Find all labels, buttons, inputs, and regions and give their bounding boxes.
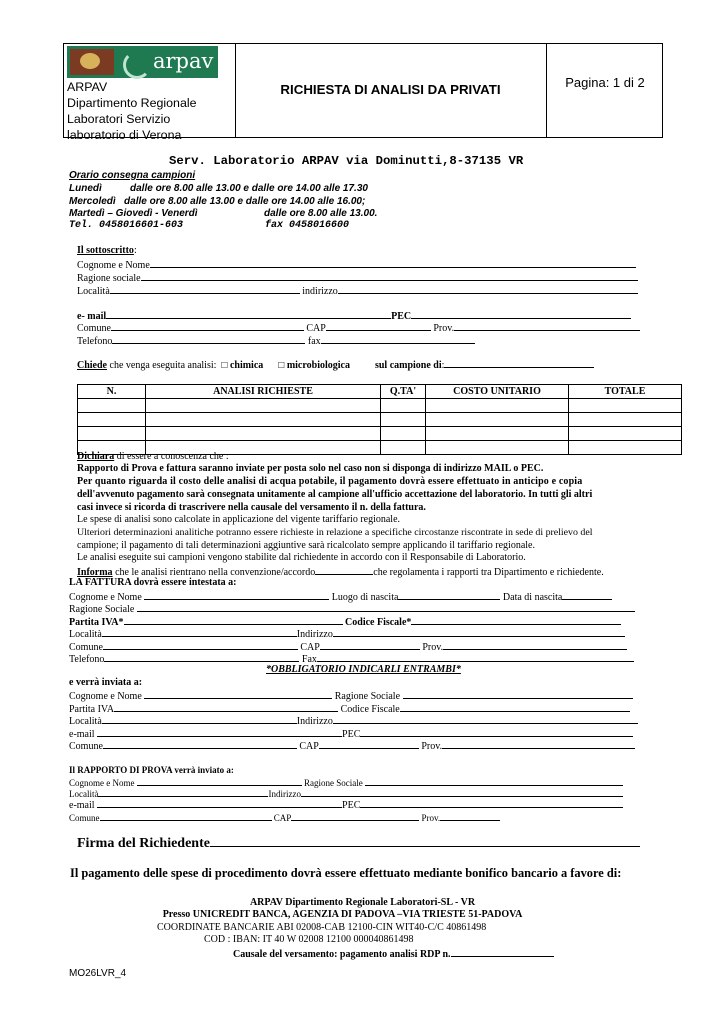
page-number: Pagina: 1 di 2 — [565, 75, 645, 90]
wave-icon — [123, 51, 151, 79]
causale-field[interactable]: Causale del versamento: pagamento analisi RDP n. — [233, 947, 554, 960]
dichiara-line: dell'avvenuto pagamento sarà consegnata unitamente al campione all'ufficio accettazione del laboratorio. In tutti gli altri — [77, 489, 593, 500]
lab-contacts: Tel. 0458016601-603 fax 0458016600 — [69, 220, 350, 231]
hours-row: Martedì – Giovedì - Venerdì dalle ore 8.00 alle 13.00. — [69, 208, 378, 219]
col-qta: Q.TA' — [381, 385, 426, 399]
table-header-row — [78, 385, 682, 399]
invio-heading: e verrà inviata a: — [69, 677, 143, 688]
rapporto-email-field[interactable]: e-mail PEC — [69, 798, 623, 811]
fattura-comune-field[interactable]: Comune CAP Prov. — [69, 640, 627, 653]
note-line: Le spese di analisi sono calcolate in applicazione del vigente tariffario regionale. — [77, 514, 401, 525]
ragione-field[interactable]: Ragione sociale — [77, 271, 638, 284]
hours-row: Lunedì dalle ore 8.00 alle 13.00 e dalle ore 14.00 alle 17.30 — [69, 183, 368, 194]
invio-localita-field[interactable]: Località Indirizzo — [69, 714, 638, 727]
chimica-checkbox[interactable]: □ — [221, 360, 228, 371]
org-name: ARPAV Dipartimento Regionale Laboratori Servizio laboratorio di Verona — [67, 80, 197, 142]
col-totale: TOTALE — [569, 385, 682, 399]
bank-line: COORDINATE BANCARIE ABI 02008-CAB 12100-CIN WIT40-C/C 40861498 — [157, 922, 487, 933]
comune-field[interactable]: Comune CAP Prov. — [77, 321, 640, 334]
localita-field[interactable]: Località indirizzo — [77, 284, 638, 297]
fattura-telefono-field[interactable]: Telefono Fax — [69, 652, 634, 665]
informa-row: Informa che le analisi rientrano nella convenzione/accordo che regolamenta i rapporti tra Dipartimento e richiedente. — [77, 567, 604, 578]
obbligatorio-note: *OBBLIGATORIO INDICARLI ENTRAMBI* — [266, 664, 461, 675]
pagamento-text: Il pagamento delle spese di procedimento dovrà essere effettuato mediante bonifico bancario a favore di: — [70, 866, 622, 880]
dichiara-line: Per quanto riguarda il costo delle analisi di acqua potabile, il pagamento dovrà essere effettuato in anticipo e copia — [77, 476, 583, 487]
col-analisi: ANALISI RICHIESTE — [146, 385, 381, 399]
fattura-heading: LA FATTURA dovrà essere intestata a: — [69, 577, 237, 588]
invio-piva-field[interactable]: Partita IVA Codice Fiscale — [69, 702, 630, 715]
fattura-ragione-field[interactable]: Ragione Sociale — [69, 602, 635, 615]
hours-row: Mercoledì dalle ore 8.00 alle 13.00 e dalle ore 14.00 alle 16.00; — [69, 196, 366, 207]
cognome-field[interactable]: Cognome e Nome — [77, 258, 636, 271]
dichiara-row: Dichiara di essere a conoscenza che : — [77, 451, 229, 462]
dichiara-line: Rapporto di Prova e fattura saranno inviate per posta solo nel caso non si disponga di indirizzo MAIL o PEC. — [77, 463, 544, 474]
header-page-cell — [546, 44, 663, 137]
document-header — [63, 43, 663, 142]
invio-comune-field[interactable]: Comune CAP Prov. — [69, 739, 635, 752]
bank-line: ARPAV Dipartimento Regionale Laboratori-SL - VR — [249, 897, 476, 908]
invio-cognome-field[interactable]: Cognome e Nome Ragione Sociale — [69, 689, 633, 702]
fattura-localita-field[interactable]: Località Indirizzo — [69, 627, 625, 640]
fattura-piva-field[interactable]: Partita IVA* Codice Fiscale* — [69, 615, 621, 628]
table-row[interactable] — [78, 427, 682, 441]
note-line: campione; il pagamento di tali determinazioni aggiuntive sarà ricalcolato sempre applicando il tariffario regionale. — [77, 540, 535, 551]
lion-emblem-icon — [70, 49, 114, 75]
fattura-cognome-field[interactable]: Cognome e Nome Luogo di nascita Data di nascita — [69, 590, 612, 603]
dichiara-line: casi invece si ricorda di trascrivere nella causale del versamento il n. della fattura. — [77, 502, 426, 513]
header-org-cell — [64, 44, 236, 142]
note-line: Le analisi eseguite sui campioni vengono stabilite dal richiedente in accordo con il Responsabile di Laboratorio. — [77, 552, 526, 563]
bank-line: COD : IBAN: IT 40 W 02008 12100 000040861498 — [204, 934, 414, 945]
col-n: N. — [78, 385, 146, 399]
rapporto-localita-field[interactable]: Località Indirizzo — [69, 787, 623, 799]
rapporto-cognome-field[interactable]: Cognome e Nome Ragione Sociale — [69, 776, 623, 788]
arpav-logo — [67, 46, 218, 78]
sottoscritto-heading: Il sottoscritto: — [77, 245, 137, 256]
microbiologica-checkbox[interactable]: □ — [278, 360, 285, 371]
page-title: RICHIESTA DI ANALISI DA PRIVATI — [280, 82, 501, 97]
email-field[interactable]: e- mail PEC — [77, 309, 631, 322]
table-row[interactable] — [78, 413, 682, 427]
firma-field[interactable]: Firma del Richiedente — [77, 834, 640, 852]
note-line: Ulteriori determinazioni analitiche potranno essere richieste in relazione a specifiche circostanze riscontrate in sede di prelievo del — [77, 527, 593, 538]
invio-email-field[interactable]: e-mail PEC — [69, 727, 633, 740]
rapporto-heading: Il RAPPORTO DI PROVA verrà inviato a: — [69, 765, 234, 775]
logo-text: arpav — [153, 49, 214, 73]
chiede-row: Chiede che venga eseguita analisi: □ chimica □ microbiologica sul campione di: — [77, 358, 594, 371]
campione-field[interactable] — [444, 358, 594, 368]
telefono-field[interactable]: Telefono fax — [77, 334, 475, 347]
form-code: MO26LVR_4 — [69, 968, 127, 979]
analysis-table — [77, 384, 682, 455]
col-costo: COSTO UNITARIO — [426, 385, 569, 399]
bank-line: Presso UNICREDIT BANCA, AGENZIA DI PADOVA –VIA TRIESTE 51-PADOVA — [162, 909, 523, 920]
convenzione-field[interactable] — [315, 565, 373, 575]
lab-address: Serv. Laboratorio ARPAV via Dominutti,8-37135 VR — [169, 154, 524, 168]
table-row[interactable] — [78, 399, 682, 413]
rapporto-comune-field[interactable]: Comune CAP Prov. — [69, 811, 500, 823]
hours-title: Orario consegna campioni — [69, 170, 196, 181]
